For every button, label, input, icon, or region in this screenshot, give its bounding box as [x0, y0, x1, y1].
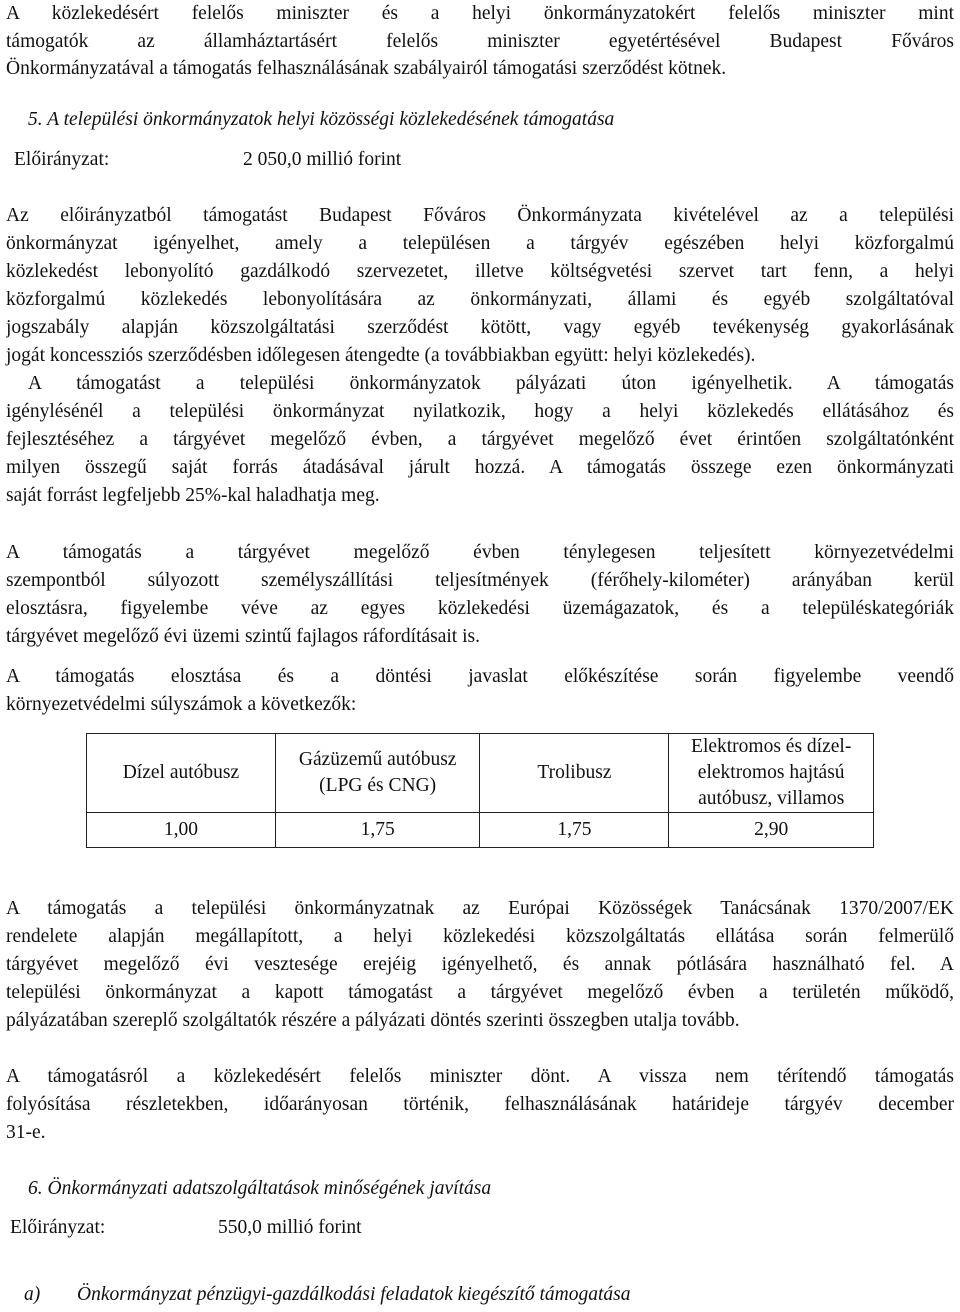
para4-line-4: települési önkormányzat a kapott támogatást a tárgyévet megelőző évben a területén működő,	[6, 982, 954, 1003]
weights-table	[86, 733, 874, 848]
weights-table-value-row	[87, 813, 874, 848]
section-5-heading: 5. A települési önkormányzatok helyi közösségi közlekedésének támogatása	[28, 109, 615, 130]
para1-line-4: közforgalmú közlekedés lebonyolítására az önkormányzati, állami és egyéb szolgáltatóval	[6, 289, 954, 310]
para3-line-2: környezetvédelmi súlyszámok a következők:	[6, 694, 357, 715]
para5-line-1: A támogatásról a közlekedésért felelős miniszter dönt. A vissza nem térítendő támogatás	[6, 1066, 954, 1087]
para1-line-6: jogát koncessziós szerződésben időlegesen átengedte (a továbbiakban együtt: helyi közlekedés).	[6, 345, 756, 366]
weights-value-electric: 2,90	[669, 813, 874, 848]
subsection-a-marker: a)	[24, 1284, 41, 1305]
weights-header-gas-line-2: (LPG és CNG)	[319, 775, 437, 796]
para1-line-5: jogszabály alapján közszolgáltatási szerződést kötött, vagy egyéb tevékenység gyakorlásának	[6, 317, 954, 338]
weights-header-cell-trolley	[480, 734, 669, 813]
para1-line-10: milyen összegű saját forrás átadásával járult hozzá. A támogatás összege ezen önkormányzati	[6, 457, 954, 478]
section-6-appropriation-value: 550,0 millió forint	[218, 1217, 362, 1238]
section-5-appropriation-label: Előirányzat:	[14, 149, 110, 170]
weights-header-cell-gas	[275, 734, 480, 813]
para2-line-1: A támogatás a tárgyévet megelőző évben ténylegesen teljesített környezetvédelmi	[6, 542, 954, 563]
weights-value-diesel: 1,00	[87, 813, 276, 848]
para5-line-3: 31-e.	[6, 1122, 46, 1143]
subsection-a-heading: Önkormányzat pénzügyi-gazdálkodási feladatok kiegészítő támogatása	[77, 1284, 631, 1305]
para2-line-4: tárgyévet megelőző évi üzemi szintű fajlagos ráfordításait is.	[6, 626, 480, 647]
section-6-heading: 6. Önkormányzati adatszolgáltatások minőségének javítása	[28, 1178, 492, 1199]
weights-value-gas: 1,75	[275, 813, 480, 848]
para1-line-11: saját forrást legfeljebb 25%-kal haladhatja meg.	[6, 485, 380, 506]
intro-line-3: Önkormányzatával a támogatás felhasználásának szabályairól támogatási szerződést kötnek.	[6, 58, 727, 79]
section-5-appropriation-value: 2 050,0 millió forint	[243, 149, 402, 170]
para2-line-3: elosztásra, figyelembe véve az egyes közlekedési üzemágazatok, és a településkategóriák	[6, 598, 954, 619]
weights-table-header-row	[87, 734, 874, 813]
weights-header-diesel: Dízel autóbusz	[122, 762, 240, 783]
para5-line-2: folyósítása részletekben, időarányosan történik, felhasználásának határideje tárgyév december	[6, 1094, 954, 1115]
para1-line-1: Az előirányzatból támogatást Budapest Főváros Önkormányzata kivételével az a települési	[6, 205, 954, 226]
weights-header-cell-diesel	[87, 734, 276, 813]
intro-line-2: támogatók az államháztartásért felelős miniszter egyetértésével Budapest Főváros	[6, 31, 954, 52]
weights-header-electric-line-3: autóbusz, villamos	[698, 788, 845, 809]
section-6-appropriation-label: Előirányzat:	[10, 1217, 106, 1238]
para4-line-3: tárgyévet megelőző évi vesztesége erejéig igényelhető, és annak pótlására használható fel. A	[6, 954, 954, 975]
para1-line-7: A támogatást a települési önkormányzatok pályázati úton igényelhetik. A támogatás	[28, 373, 954, 394]
weights-header-electric-line-1: Elektromos és dízel-	[691, 736, 852, 757]
para1-line-9: fejlesztéséhez a tárgyévet megelőző évben, a tárgyévet megelőző évet érintően szolgáltatónként	[6, 429, 954, 450]
weights-header-trolley: Trolibusz	[537, 762, 612, 783]
para1-line-8: igénylésénél a települési önkormányzat nyilatkozik, hogy a helyi közlekedés ellátásához és	[6, 401, 954, 422]
weights-header-electric-line-2: elektromos hajtású	[697, 762, 845, 783]
para2-line-2: szempontból súlyozott személyszállítási teljesítmények (férőhely-kilométer) arányában kerül	[6, 570, 954, 591]
para4-line-5: pályázatában szereplő szolgáltatók részére a pályázati döntés szerinti összegben utalja tovább.	[6, 1010, 740, 1031]
para3-line-1: A támogatás elosztása és a döntési javaslat előkészítése során figyelembe veendő	[6, 666, 954, 687]
para4-line-1: A támogatás a települési önkormányzatnak az Európai Közösségek Tanácsának 1370/2007/EK	[6, 898, 954, 919]
para1-line-3: közlekedést lebonyolító gazdálkodó szervezetet, illetve költségvetési szervet tart fenn, a helyi	[6, 261, 954, 282]
weights-value-trolley: 1,75	[480, 813, 669, 848]
para1-line-2: önkormányzat igényelhet, amely a településen a tárgyév egészében helyi közforgalmú	[6, 233, 954, 254]
weights-header-gas-line-1: Gázüzemű autóbusz	[298, 749, 457, 770]
intro-line-1: A közlekedésért felelős miniszter és a helyi önkormányzatokért felelős miniszter mint	[6, 3, 954, 24]
weights-header-cell-electric	[669, 734, 874, 813]
para4-line-2: rendelete alapján megállapított, a helyi közlekedési közszolgáltatás ellátása során felmerülő	[6, 926, 954, 947]
